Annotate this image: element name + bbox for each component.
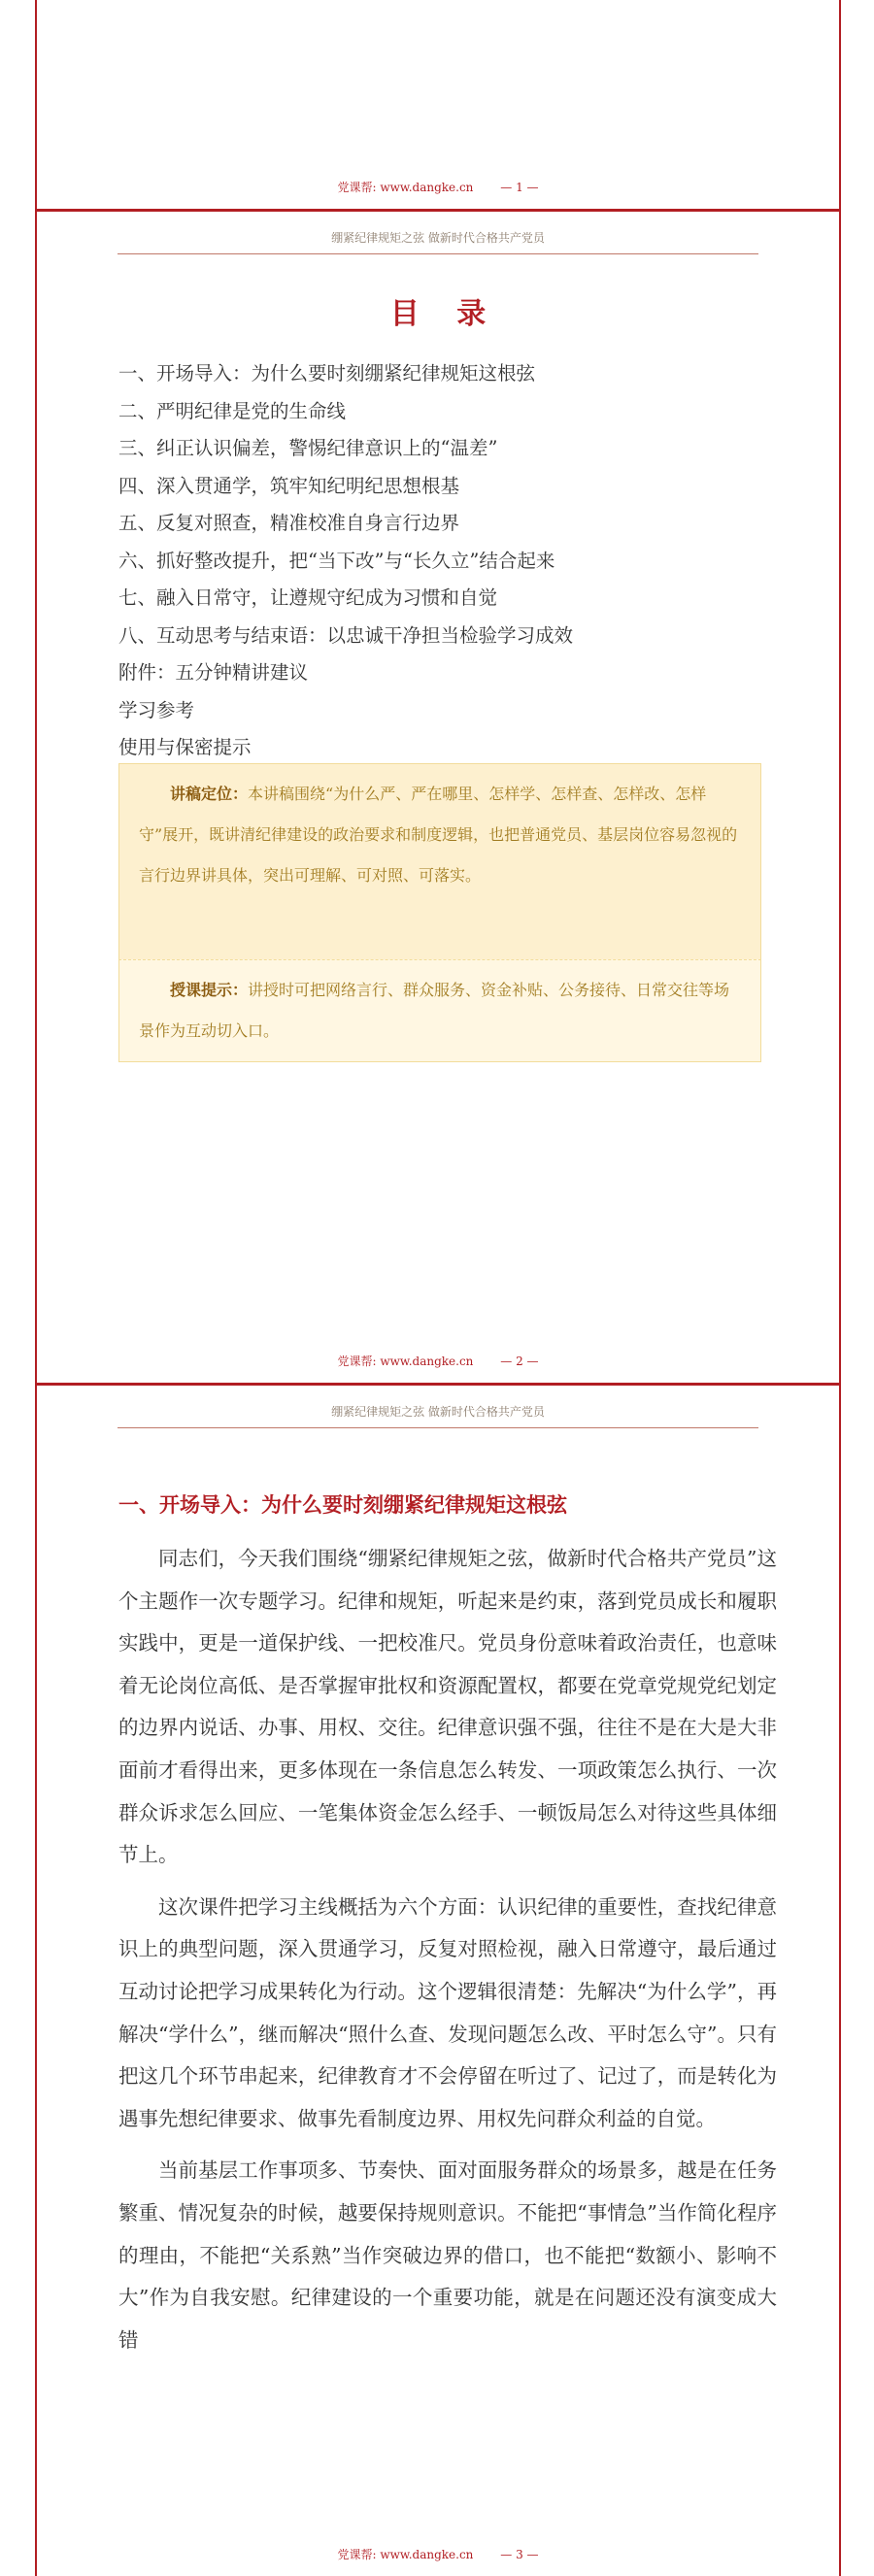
footer-site: 党课帮: www.dangke.cn	[337, 1355, 474, 1368]
toc-item: 四、深入贯通学，筑牢知纪明纪思想根基	[118, 474, 460, 497]
paragraph: 当前基层工作事项多、节奏快、面对面服务群众的场景多，越是在任务繁重、情况复杂的时候，越要保持规则意识。不能把“事情急”当作简化程序的理由，不能把“关系熟”当作突破边界的借口，也不能把“数额小、影响不大”作为自我安慰。纪律建设的一个重要功能，就是在问题还没有演变成大错	[118, 2158, 777, 2352]
page-number: — 1 —	[500, 181, 539, 194]
toc-item: 使用与保密提示	[118, 736, 252, 758]
page-3	[35, 1386, 841, 2576]
page-number: — 3 —	[500, 2548, 539, 2561]
positioning-note	[118, 763, 761, 959]
paragraph: 这次课件把学习主线概括为六个方面：认识纪律的重要性，查找纪律意识上的典型问题，深入贯通学习，反复对照检视，融入日常遵守，最后通过互动讨论把学习成果转化为行动。这个逻辑很清楚：先解决“为什么学”，再解决“学什么”，继而解决“照什么查、发现问题怎么改、平时怎么守”。只有把这几个环节串起来，纪律教育才不会停留在听过了、记过了，而是转化为遇事先想纪律要求、做事先看制度边界、用权先问群众利益的自觉。	[118, 1894, 777, 2130]
page-header: 绷紧纪律规矩之弦 做新时代合格共产党员	[118, 1403, 758, 1428]
page-2	[35, 212, 841, 1386]
toc-item: 六、抓好整改提升，把“当下改”与“长久立”结合起来	[118, 549, 555, 572]
toc-item: 三、纠正认识偏差，警惕纪律意识上的“温差”	[118, 437, 498, 459]
page-footer	[37, 2546, 839, 2562]
paragraph: 同志们，今天我们围绕“绷紧纪律规矩之弦，做新时代合格共产党员”这个主题作一次专题学习。纪律和规矩，听起来是约束，落到党员成长和履职实践中，更是一道保护线、一把校准尺。党员身份意味着政治责任，也意味着无论岗位高低、是否掌握审批权和资源配置权，都要在党章党规党纪划定的边界内说话、办事、用权、交往。纪律意识强不强，往往不是在大是大非面前才看得出来，更多体现在一条信息怎么转发、一项政策怎么执行、一次群众诉求怎么回应、一笔集体资金怎么经手、一顿饭局怎么对待这些具体细节上。	[118, 1547, 777, 1867]
toc-title: 目 录	[389, 297, 500, 331]
toc-item: 八、互动思考与结束语：以忠诚干净担当检验学习成效	[118, 623, 574, 647]
toc-item: 七、融入日常守，让遵规守纪成为习惯和自觉	[118, 586, 498, 609]
page-header: 绷紧纪律规矩之弦 做新时代合格共产党员	[118, 229, 758, 254]
positioning-label: 讲稿定位：	[170, 785, 249, 803]
section-body	[118, 1538, 777, 2371]
toc-item: 学习参考	[118, 698, 195, 721]
positioning-text: 本讲稿围绕“为什么严、严在哪里、怎样学、怎样查、怎样改、怎样守”展开，既讲清纪律建设的政治要求和制度逻辑，也把普通党员、基层岗位容易忽视的言行边界讲具体，突出可理解、可对照、可落实。	[139, 785, 738, 885]
toc-item: 附件：五分钟精讲建议	[118, 661, 309, 684]
toc-item: 一、开场导入：为什么要时刻绷紧纪律规矩这根弦	[118, 362, 536, 385]
footer-site: 党课帮: www.dangke.cn	[337, 2548, 474, 2561]
teaching-tip-label: 授课提示：	[170, 981, 249, 999]
section-title: 一、开场导入：为什么要时刻绷紧纪律规矩这根弦	[118, 1493, 567, 1517]
page-1	[35, 0, 841, 212]
toc-list	[118, 355, 757, 767]
page-footer	[37, 179, 839, 195]
teaching-tip-note	[118, 959, 761, 1062]
toc-item: 五、反复对照查，精准校准自身言行边界	[118, 512, 460, 534]
page-footer	[37, 1353, 839, 1369]
toc-item: 二、严明纪律是党的生命线	[118, 399, 347, 422]
footer-site: 党课帮: www.dangke.cn	[337, 181, 474, 194]
page-number: — 2 —	[500, 1355, 539, 1368]
teaching-tip-text: 讲授时可把网络言行、群众服务、资金补贴、公务接待、日常交往等场景作为互动切入口。	[139, 981, 730, 1040]
